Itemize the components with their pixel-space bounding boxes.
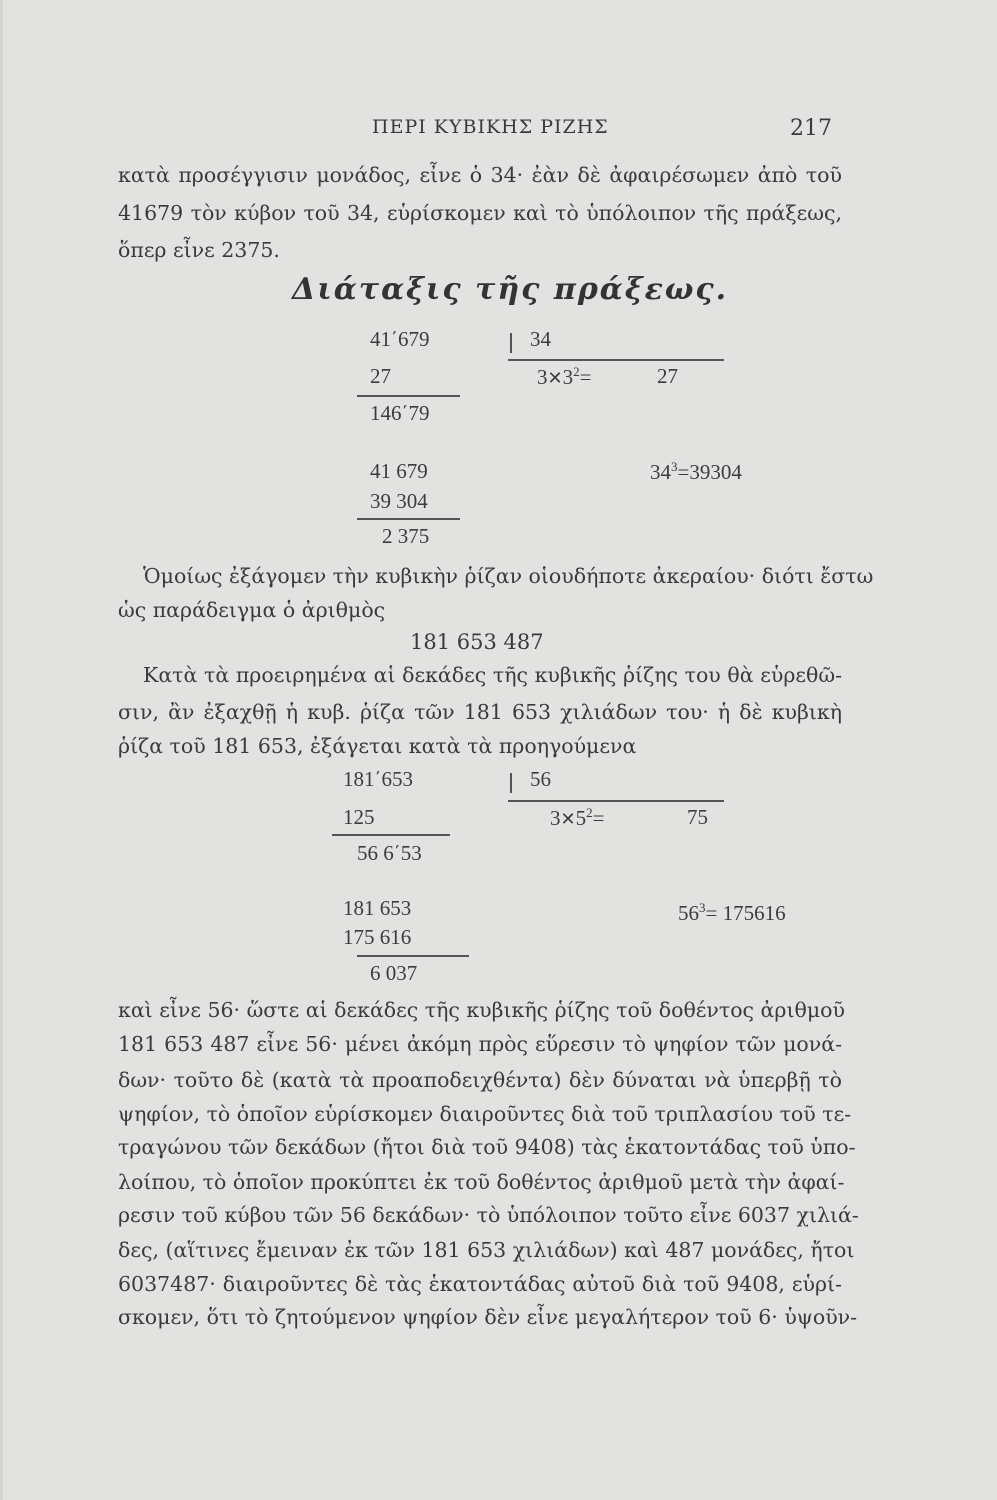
triple-value: 75 <box>687 805 708 829</box>
page-edge <box>0 0 3 1500</box>
text-line: ὡς παράδειγμα ὁ ἀριθμὸς <box>118 598 386 622</box>
cube-exponent: 3 <box>699 900 706 915</box>
divider-bar <box>510 773 512 793</box>
text-line: κατὰ προσέγγισιν μονάδος, εἶνε ὁ 34· ἐὰν δὲ ἀφαιρέσωμεν ἀπὸ τοῦ <box>118 163 842 187</box>
subtraction-rule <box>357 518 460 520</box>
text-line: 6037487· διαιροῦντες δὲ τὰς ἑκατοντάδας αὐτοῦ διὰ τοῦ 9408, εὑρί- <box>118 1272 842 1296</box>
final-remainder: 2 375 <box>382 524 430 548</box>
text-line: ὅπερ εἶνε 2375. <box>118 238 280 262</box>
root-rule <box>508 800 724 802</box>
remainder: 56 6΄53 <box>357 841 422 865</box>
number: 41 679 <box>370 459 428 483</box>
example-number: 181 653 487 <box>410 630 544 654</box>
dividend: 41΄679 <box>370 327 430 351</box>
root-value: 56 <box>530 767 551 791</box>
text-line: 181 653 487 εἶνε 56· μένει ἀκόμη πρὸς εὕρεσιν τὸ ψηφίον τῶν μονά- <box>118 1032 842 1056</box>
page-number: 217 <box>790 116 832 141</box>
text-line: τραγώνου τῶν δεκάδων (ἤτοι διὰ τοῦ 9408) τὰς ἑκατοντάδας τοῦ ὑπο- <box>118 1135 856 1159</box>
text-line: λοίπου, τὸ ὁποῖον προκύπτει ἐκ τοῦ δοθέντος ἀριθμοῦ μετὰ τὴν ἀφαί- <box>118 1170 845 1194</box>
text-line: ρεσιν τοῦ κύβου τῶν 56 δεκάδων· τὸ ὑπόλοιπον τοῦτο εἶνε 6037 χιλιά- <box>118 1203 859 1227</box>
times-sign: ✕ <box>560 809 576 830</box>
triple-base: 3 <box>562 365 574 389</box>
text-line: ῥίζα τοῦ 181 653, ἐξάγεται κατὰ τὰ προηγούμενα <box>118 734 637 758</box>
text-line: καὶ εἶνε 56· ὥστε αἱ δεκάδες τῆς κυβικῆς ῥίζης τοῦ δοθέντος ἀριθμοῦ <box>118 998 845 1022</box>
triple-equals: = <box>592 806 605 830</box>
divider-bar <box>510 333 512 353</box>
cube-exponent: 3 <box>671 459 678 474</box>
cube-value: 39 304 <box>370 489 428 513</box>
triple-base: 5 <box>575 806 587 830</box>
triple-value: 27 <box>657 364 678 388</box>
triple-square <box>550 805 604 831</box>
remainder: 146΄79 <box>370 401 430 425</box>
text-line: ψηφίον, τὸ ὁποῖον εὑρίσκομεν διαιροῦντες διὰ τοῦ τριπλασίου τοῦ τε- <box>118 1102 852 1126</box>
root-rule <box>508 359 724 361</box>
text-line: Ὁμοίως ἐξάγομεν τὴν κυβικὴν ῥίζαν οἱουδήποτε ἀκεραίου· διότι ἔστω <box>143 564 874 588</box>
triple-exponent: 2 <box>573 364 580 379</box>
root-value: 34 <box>530 327 551 351</box>
dividend: 181΄653 <box>343 767 413 791</box>
final-remainder: 6 037 <box>370 961 418 985</box>
cube-value: 175 616 <box>343 925 412 949</box>
subtract-value: 27 <box>370 364 391 388</box>
cube-equation <box>650 459 742 485</box>
subtraction-rule <box>357 955 469 957</box>
cube-result: =39304 <box>677 460 742 484</box>
cube-equation <box>678 900 786 926</box>
number: 181 653 <box>343 896 412 920</box>
text-line: δες, (αἵτινες ἔμειναν ἐκ τῶν 181 653 χιλιάδων) καὶ 487 μονάδες, ἤτοι <box>118 1238 855 1262</box>
cube-base: 56 <box>678 901 699 925</box>
text-line: σκομεν, ὅτι τὸ ζητούμενον ψηφίον δὲν εἶνε μεγαλήτερον τοῦ 6· ὑψοῦν- <box>118 1305 858 1329</box>
triple-exponent: 2 <box>586 805 593 820</box>
running-head: ΠΕΡΙ ΚΥΒΙΚΗΣ ΡΙΖΗΣ <box>372 116 609 138</box>
subtraction-rule <box>357 395 460 397</box>
times-sign: ✕ <box>547 368 563 389</box>
section-heading: Διάταξις τῆς πράξεως. <box>292 272 729 307</box>
cube-result: = 175616 <box>705 901 786 925</box>
subtract-value: 125 <box>343 805 375 829</box>
triple-label: 3 <box>550 806 561 830</box>
triple-square <box>537 364 591 390</box>
text-line: 41679 τὸν κύβον τοῦ 34, εὑρίσκομεν καὶ τὸ ὑπόλοιπον τῆς πράξεως, <box>118 201 842 225</box>
triple-label: 3 <box>537 365 548 389</box>
subtraction-rule <box>332 834 450 836</box>
text-line: δων· τοῦτο δὲ (κατὰ τὰ προαποδειχθέντα) δὲν δύναται νὰ ὑπερβῇ τὸ <box>118 1068 842 1092</box>
triple-equals: = <box>579 365 592 389</box>
cube-base: 34 <box>650 460 671 484</box>
text-line: σιν, ἂν ἐξαχθῇ ἡ κυβ. ῥίζα τῶν 181 653 χιλιάδων του· ἡ δὲ κυβικὴ <box>118 700 842 724</box>
text-line: Κατὰ τὰ προειρημένα αἱ δεκάδες τῆς κυβικῆς ῥίζης του θὰ εὑρεθῶ- <box>143 663 842 687</box>
